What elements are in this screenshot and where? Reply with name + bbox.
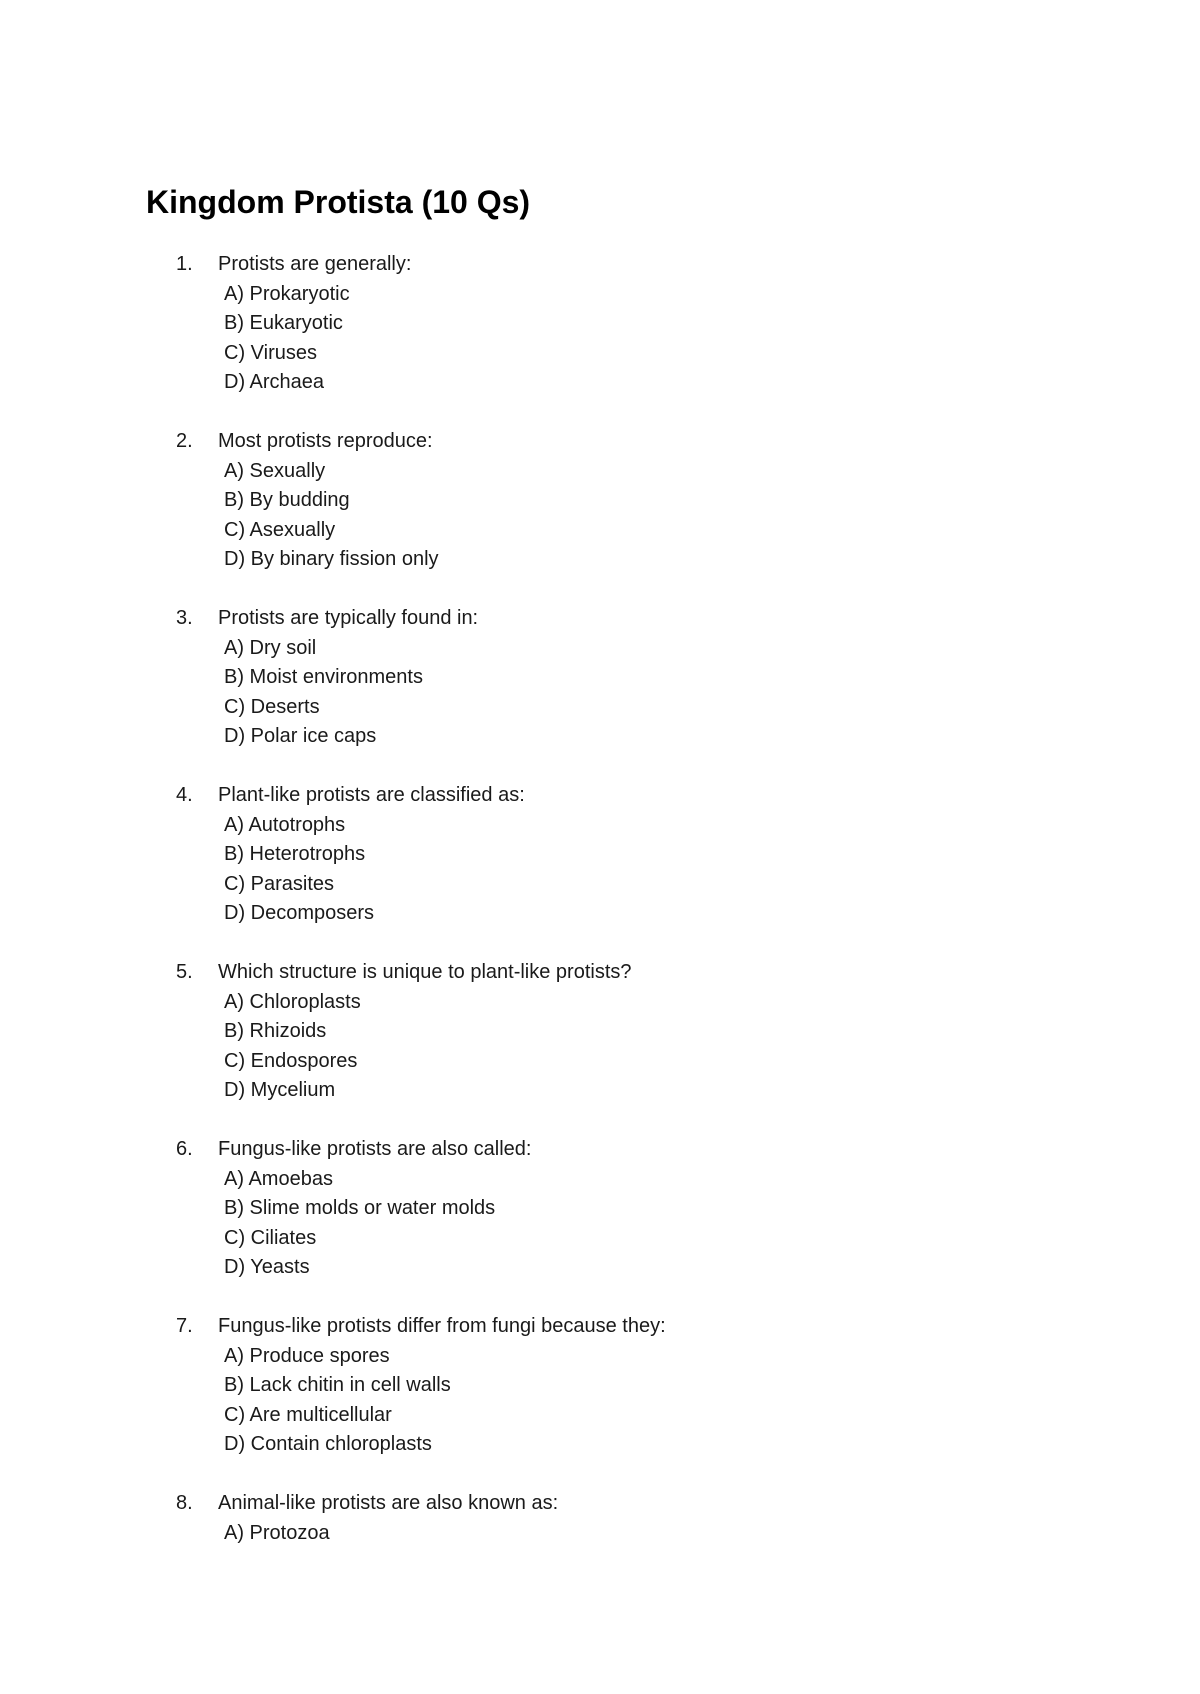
question-text: Protists are generally: — [218, 253, 412, 275]
answer-options — [224, 280, 350, 398]
question-number: 3. — [176, 607, 193, 629]
answer-option: A) Dry soil — [224, 636, 317, 659]
answer-option: C) Asexually — [224, 518, 336, 541]
question-number: 6. — [176, 1138, 193, 1160]
question-text: Most protists reproduce: — [218, 430, 433, 452]
answer-option: C) Are multicellular — [224, 1403, 392, 1426]
question-text: Which structure is unique to plant-like protists? — [218, 961, 632, 983]
answer-option: B) By budding — [224, 489, 350, 511]
question-number: 8. — [176, 1492, 193, 1514]
answer-option: B) Eukaryotic — [224, 312, 343, 334]
question-text: Fungus-like protists are also called: — [218, 1138, 532, 1160]
answer-options — [224, 457, 439, 575]
answer-option: A) Sexually — [224, 459, 326, 482]
question-text: Animal-like protists are also known as: — [218, 1492, 559, 1514]
answer-options — [224, 1342, 451, 1460]
answer-option: C) Viruses — [224, 341, 317, 364]
answer-options — [224, 811, 374, 929]
answer-option: D) Contain chloroplasts — [224, 1433, 432, 1455]
question-number: 4. — [176, 784, 193, 806]
answer-options — [224, 1165, 495, 1283]
answer-options — [224, 1519, 330, 1549]
answer-option: C) Deserts — [224, 695, 320, 718]
answer-option: C) Ciliates — [224, 1226, 317, 1249]
answer-option: B) Heterotrophs — [224, 843, 366, 865]
answer-option: A) Produce spores — [224, 1344, 390, 1367]
answer-option: D) By binary fission only — [224, 548, 439, 570]
answer-option: C) Parasites — [224, 872, 335, 895]
answer-option: A) Amoebas — [224, 1167, 333, 1190]
question-number: 5. — [176, 961, 193, 983]
answer-option: D) Polar ice caps — [224, 725, 377, 747]
answer-option: B) Slime molds or water molds — [224, 1197, 496, 1219]
answer-option: B) Lack chitin in cell walls — [224, 1374, 451, 1396]
page-title: Kingdom Protista (10 Qs) — [146, 184, 531, 220]
answer-option: D) Mycelium — [224, 1079, 336, 1101]
answer-options — [224, 634, 423, 752]
answer-option: D) Archaea — [224, 371, 325, 393]
answer-option: D) Decomposers — [224, 902, 375, 924]
answer-option: A) Prokaryotic — [224, 282, 350, 305]
question-text: Plant-like protists are classified as: — [218, 784, 525, 806]
answer-option: A) Autotrophs — [224, 813, 346, 836]
answer-option: C) Endospores — [224, 1049, 358, 1072]
question-number: 1. — [176, 253, 193, 275]
answer-option: B) Moist environments — [224, 666, 423, 688]
question-text: Fungus-like protists differ from fungi because they: — [218, 1315, 666, 1337]
answer-options — [224, 988, 361, 1106]
answer-option: D) Yeasts — [224, 1256, 310, 1278]
question-number: 2. — [176, 430, 193, 452]
answer-option: B) Rhizoids — [224, 1020, 327, 1042]
answer-option: A) Chloroplasts — [224, 990, 361, 1013]
question-text: Protists are typically found in: — [218, 607, 479, 629]
answer-option: A) Protozoa — [224, 1521, 330, 1544]
question-number: 7. — [176, 1315, 193, 1337]
